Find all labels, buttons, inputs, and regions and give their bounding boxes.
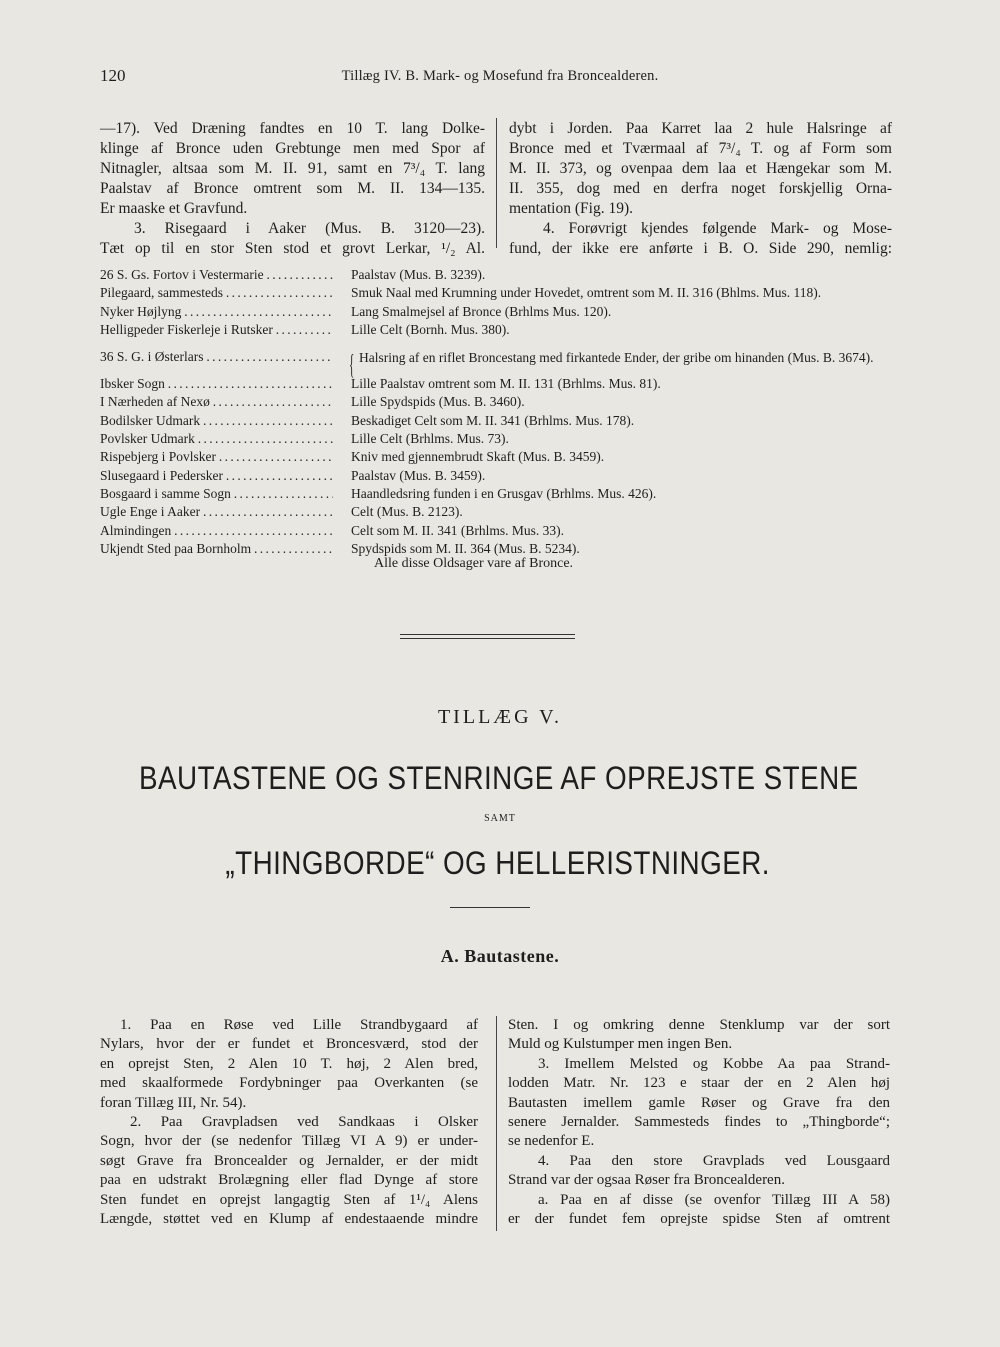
find-description: Lille Celt (Brhlms. Mus. 73).: [351, 431, 509, 447]
text-line: Bronce med et Tværmaal af 7³/₄ T. og af Form som: [509, 140, 892, 157]
find-location: Almindingen . . .: [100, 522, 333, 540]
find-location: Nyker Højlyng . . .: [100, 303, 333, 321]
text-line: dybt i Jorden. Paa Karret laa 2 hule Halsringe af: [509, 120, 892, 137]
table-row: [100, 522, 930, 540]
table-row: [100, 448, 930, 466]
find-description: Haandledsring funden i en Grusgav (Brhlms. Mus. 426).: [351, 485, 657, 501]
find-description: Beskadiget Celt som M. II. 341 (Brhlms. Mus. 178).: [351, 412, 635, 428]
text-line: Nylars, hvor der er fundet et Broncesværd, stod der: [100, 1036, 478, 1053]
appendix-label: TILLÆG V.: [437, 706, 563, 728]
text-line: fund, der ikke ere anførte i B. O. Side 290, nemlig:: [509, 240, 892, 257]
finds-table: [100, 266, 930, 558]
running-head: Tillæg IV. B. Mark- og Mosefund fra Broncealderen.: [341, 68, 659, 84]
text-line: Sten. I og omkring denne Stenklump var der sort: [508, 1017, 890, 1033]
find-location: Rispebjerg i Povlsker . . .: [100, 448, 333, 466]
text-line: klinge af Bronce uden Grebtunge men med Spor af: [100, 140, 485, 157]
text-line: mentation (Fig. 19).: [509, 200, 633, 217]
table-row: [100, 375, 930, 393]
find-description-text: Halsring af en riflet Broncestang med firkantede Ender, der gribe om hinanden (Mus. B. 3674).: [359, 349, 874, 365]
find-location: 26 S. Gs. Fortov i Vestermarie . . .: [100, 266, 333, 284]
text-line: 4. Forøvrigt kjendes følgende Mark- og Mose-: [543, 220, 892, 237]
table-row: [100, 393, 930, 411]
text-line: Er maaske et Gravfund.: [100, 200, 248, 217]
text-line: se nedenfor E.: [508, 1133, 595, 1150]
page-header: [100, 66, 900, 90]
text-line: 2. Paa Gravpladsen ved Sandkaas i Olsker: [130, 1114, 478, 1131]
find-description: Celt som M. II. 341 (Brhlms. Mus. 33).: [351, 522, 565, 538]
table-row: [100, 303, 930, 321]
find-location: Pilegaard, sammesteds . . .: [100, 284, 333, 302]
find-description: Paalstav (Mus. B. 3239).: [351, 267, 486, 282]
column-divider: [496, 1016, 497, 1231]
table-row: [100, 266, 930, 284]
text-line: søgt Grave fra Broncealder og Jernalder, er der midt: [100, 1152, 478, 1169]
text-line: Tæt op til en stor Sten stod et grovt Lerkar, ¹/₂ Al.: [100, 240, 485, 257]
text-line: M. II. 373, og ovenpaa dem laa et Hængekar som M.: [509, 160, 892, 177]
find-description: Lille Spydspids (Mus. B. 3460).: [351, 394, 525, 410]
table-row: [100, 284, 930, 302]
find-location: Ukjendt Sted paa Bornholm . . .: [100, 540, 333, 558]
text-line: Sten fundet en oprejst langagtig Sten af 1¹/₄ Alens: [100, 1191, 478, 1208]
find-description: Lille Paalstav omtrent som M. II. 131 (Brhlms. Mus. 81).: [351, 376, 661, 392]
find-description: Lang Smalmejsel af Bronce (Brhlms Mus. 120).: [351, 303, 612, 319]
table-row: [100, 339, 930, 381]
text-line: Bautasten imellem gamle Røser og Grave fra den: [508, 1094, 890, 1111]
table-row: [100, 412, 930, 430]
find-location: Ibsker Sogn . . .: [100, 375, 333, 393]
find-location: Bosgaard i samme Sogn . . .: [100, 485, 333, 503]
text-line: en oprejst Sten, 2 Alen 10 T. høj, 2 Alen bred,: [100, 1055, 478, 1072]
find-location: Bodilsker Udmark . . .: [100, 412, 333, 430]
table-row: [100, 503, 930, 521]
brace-glyph: {: [349, 349, 355, 381]
find-description: [333, 349, 930, 381]
text-line: med skaalformede Fordybninger paa Overkanten (se: [100, 1075, 478, 1092]
find-description: Kniv med gjennembrudt Skaft (Mus. B. 3459).: [351, 449, 605, 465]
text-line: Nitnagler, altsaa som M. II. 91, samt en 7³/₄ T. lang: [100, 160, 485, 177]
find-location: Ugle Enge i Aaker . . .: [100, 503, 333, 521]
text-line: senere Jernalder. Sammesteds findes to „Thingborde“;: [508, 1114, 890, 1131]
title-conjunction: SAMT: [484, 813, 516, 824]
text-line: er der fundet fem oprejste spidse Sten af omtrent: [508, 1211, 890, 1228]
table-row: [100, 467, 930, 485]
text-line: 3. Risegaard i Aaker (Mus. B. 3120—23).: [134, 220, 485, 237]
table-row: [100, 321, 930, 339]
column-divider: [496, 118, 497, 248]
text-line: 1. Paa en Røse ved Lille Strandbygaard af: [120, 1017, 478, 1033]
text-line: II. 355, dog med en derfra noget forskjellig Orna-: [509, 180, 892, 197]
text-line: Sogn, hvor der (se nedenfor Tillæg VI A 9) er under-: [100, 1133, 478, 1150]
text-line: Længde, støttet ved en Klump af endestaaende mindre: [100, 1211, 478, 1228]
text-line: a. Paa en af disse (se ovenfor Tillæg III A 58): [538, 1191, 890, 1208]
find-description: Lille Celt (Bornh. Mus. 380).: [351, 321, 510, 337]
text-line: Paalstav af Bronce omtrent som M. II. 134—135.: [100, 180, 485, 197]
chapter-subtitle: „THINGBORDE“ OG HELLERISTNINGER.: [225, 845, 770, 881]
find-description: Paalstav (Mus. B. 3459).: [351, 467, 486, 483]
find-location: Slusegaard i Pedersker . . .: [100, 467, 333, 485]
page-number: 120: [100, 66, 126, 85]
table-row: [100, 430, 930, 448]
find-description: Celt (Mus. B. 2123).: [351, 504, 463, 520]
find-location: 36 S. G. i Østerlars . . .: [100, 348, 333, 366]
find-description: Spydspids som M. II. 364 (Mus. B. 5234).: [351, 540, 580, 556]
rule-divider: [450, 907, 530, 908]
top-left-column: [100, 119, 485, 259]
chapter-title: BAUTASTENE OG STENRINGE AF OPREJSTE STENE: [139, 760, 859, 796]
text-line: paa en udstrakt Brolægning eller flad Dynge af store: [100, 1172, 478, 1189]
section-heading: A. Bautastene.: [440, 946, 560, 966]
bottom-left-column: [100, 1016, 478, 1229]
text-line: foran Tillæg III, Nr. 54).: [100, 1094, 247, 1111]
find-location: Helligpeder Fiskerleje i Rutsker . . .: [100, 321, 333, 339]
finds-conclusion: Alle disse Oldsager vare af Bronce.: [374, 556, 574, 571]
text-line: 4. Paa den store Gravplads ved Lousgaard: [538, 1152, 890, 1169]
bottom-right-column: [508, 1016, 890, 1229]
top-right-column: [509, 119, 892, 259]
double-rule-divider: [400, 634, 575, 639]
text-line: Muld og Kulstumper men ingen Ben.: [508, 1036, 733, 1053]
text-line: 3. Imellem Melsted og Kobbe Aa paa Strand-: [538, 1055, 890, 1072]
find-description: Smuk Naal med Krumning under Hovedet, omtrent som M. II. 316 (Bhlms. Mus. 118).: [351, 285, 822, 301]
find-location: Povlsker Udmark . . .: [100, 430, 333, 448]
find-location: I Nærheden af Nexø . . .: [100, 393, 333, 411]
table-row: [100, 485, 930, 503]
text-line: lodden Matr. Nr. 123 e staar der en 2 Alen høj: [508, 1075, 890, 1092]
text-line: Strand var der ogsaa Røser fra Broncealderen.: [508, 1172, 785, 1189]
text-line: —17). Ved Dræning fandtes en 10 T. lang Dolke-: [100, 120, 485, 137]
